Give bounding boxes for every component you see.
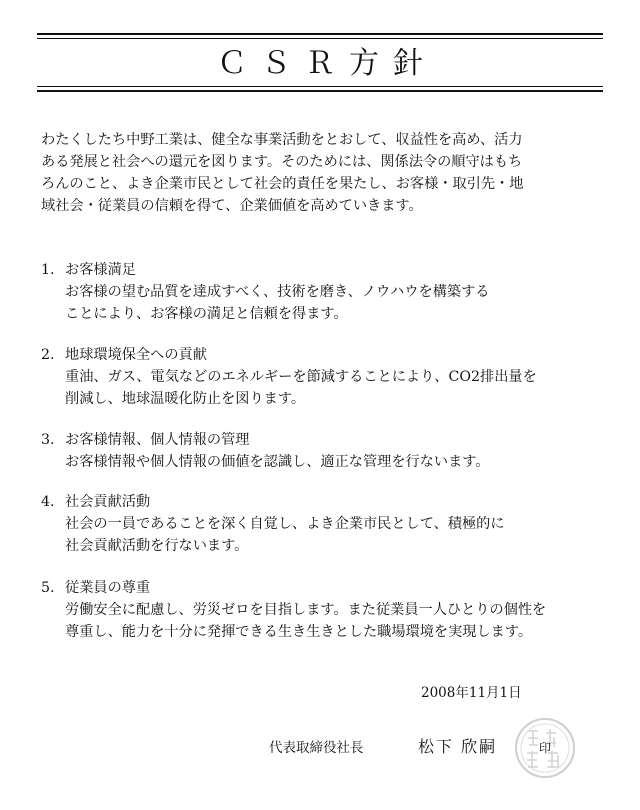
policy-heading-text: お客様情報、個人情報の管理 [65,432,250,448]
policy-number: 1. [41,262,55,278]
policy-line: 社会の一員であることを深く自覚し、よき企業市民として、積極的に [65,516,505,532]
policy-item-3 [41,429,631,473]
policy-body [41,366,631,410]
policy-heading [41,259,631,281]
policy-line: 重油、ガス、電気などのエネルギーを節減することにより、CO2排出量を [65,369,537,385]
policy-item-1 [41,259,631,325]
document-title: ＣＳＲ方針 [217,46,437,81]
policy-item-5 [41,577,631,643]
intro-line: ある発展と社会への還元を図ります。そのためには、関係法令の順守はもち [41,154,523,170]
policy-heading-text: お客様満足 [65,262,136,278]
policy-body [41,451,631,473]
policy-line: 尊重し、能力を十分に発揮できる生き生きとした職場環境を実現します。 [65,624,533,640]
title-rule-top [37,33,603,39]
intro-line: 域社会・従業員の信頼を得て、企業価値を高めていきます。 [41,198,423,214]
signatory-title: 代表取締役社長 [269,740,364,756]
policy-line: 社会貢献活動を行ないます。 [65,538,249,554]
policy-line: お客様情報や個人情報の価値を認識し、適正な管理を行ないます。 [65,454,490,470]
policy-body [41,513,631,557]
policy-body [41,599,631,643]
policy-number: 5. [41,580,55,596]
policy-line: 労働安全に配慮し、労災ゼロを目指します。また従業員一人ひとりの個性を [65,602,547,618]
seal-mark: 印 [539,741,552,755]
policy-number: 2. [41,347,55,363]
intro-paragraph [41,129,621,217]
intro-line: ろんのこと、よき企業市民として社会的責任を果たし、お客様・取引先・地 [41,176,524,192]
policy-heading-text: 従業員の尊重 [65,580,151,596]
policy-line: 削減し、地球温暖化防止を図ります。 [65,391,306,407]
policy-heading [41,344,631,366]
policy-line: ことにより、お客様の満足と信頼を得ます。 [65,306,348,322]
policy-heading [41,491,631,513]
title-rule-bottom [37,86,603,92]
policy-body [41,281,631,325]
policy-line: お客様の望む品質を達成すべく、技術を磨き、ノウハウを構築する [65,284,490,300]
issue-date: 2008年11月1日 [421,685,522,701]
policy-heading-text: 社会貢献活動 [65,494,151,510]
policy-item-2 [41,344,631,410]
policy-heading [41,429,631,451]
intro-line: わたくしたち中野工業は、健全な事業活動をとおして、収益性を高め、活力 [41,132,523,148]
signatory-name: 松下 欣嗣 [418,737,498,756]
policy-number: 4. [41,494,55,510]
policy-heading-text: 地球環境保全への貢献 [65,347,207,363]
policy-heading [41,577,631,599]
policy-item-4 [41,491,631,557]
policy-number: 3. [41,432,55,448]
